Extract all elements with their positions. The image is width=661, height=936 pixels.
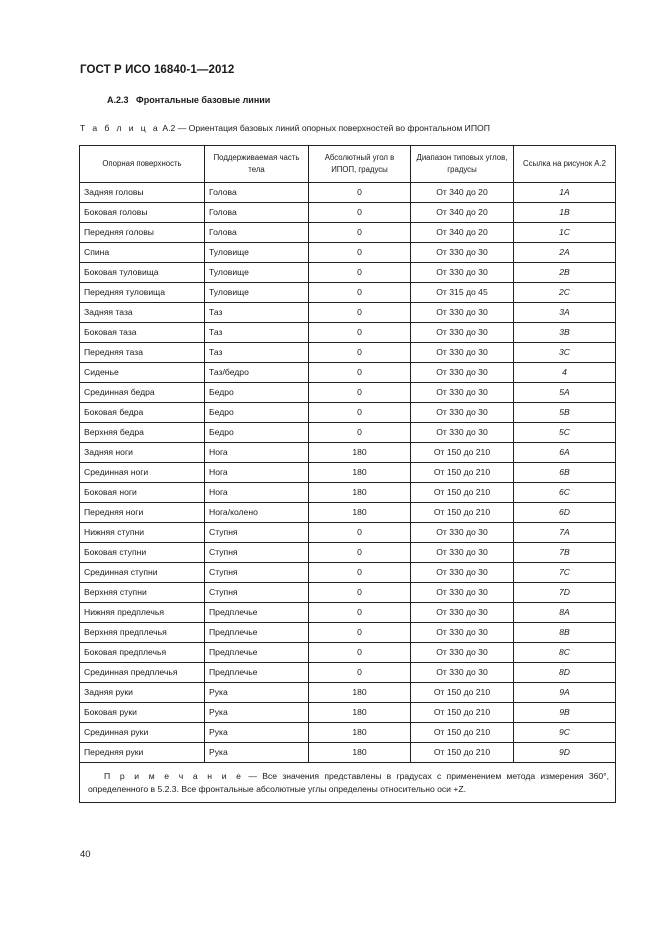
- table-caption-id: А.2: [162, 123, 176, 133]
- table-row: [80, 283, 616, 303]
- table-row: [80, 583, 616, 603]
- table-row: [80, 543, 616, 563]
- absolute-angle-cell: 0: [309, 363, 411, 383]
- table-row: [80, 363, 616, 383]
- body-part-cell: Туловище: [205, 283, 309, 303]
- absolute-angle-cell: 0: [309, 523, 411, 543]
- figure-ref-cell: 8C: [514, 643, 616, 663]
- angle-range-cell: От 150 до 210: [411, 463, 514, 483]
- angle-range-cell: От 330 до 30: [411, 243, 514, 263]
- body-part-cell: Рука: [205, 743, 309, 763]
- angle-range-cell: От 340 до 20: [411, 203, 514, 223]
- figure-ref-cell: 7B: [514, 543, 616, 563]
- surface-cell: Спина: [80, 243, 205, 263]
- surface-cell: Задняя ноги: [80, 443, 205, 463]
- body-part-cell: Рука: [205, 683, 309, 703]
- body-part-cell: Ступня: [205, 523, 309, 543]
- figure-ref-cell: 1B: [514, 203, 616, 223]
- angle-range-cell: От 150 до 210: [411, 503, 514, 523]
- absolute-angle-cell: 0: [309, 323, 411, 343]
- table-body: [80, 183, 616, 763]
- table-row: [80, 243, 616, 263]
- body-part-cell: Предплечье: [205, 643, 309, 663]
- angle-range-cell: От 330 до 30: [411, 563, 514, 583]
- figure-ref-cell: 7A: [514, 523, 616, 543]
- figure-ref-cell: 2C: [514, 283, 616, 303]
- absolute-angle-cell: 0: [309, 283, 411, 303]
- body-part-cell: Таз: [205, 343, 309, 363]
- body-part-cell: Голова: [205, 203, 309, 223]
- body-part-cell: Голова: [205, 223, 309, 243]
- body-part-cell: Бедро: [205, 423, 309, 443]
- column-header: Абсолютный угол в ИПОП, градусы: [309, 146, 411, 183]
- page-number: 40: [80, 849, 91, 860]
- table-header-row: [80, 146, 616, 183]
- angle-range-cell: От 330 до 30: [411, 583, 514, 603]
- surface-cell: Срединная ноги: [80, 463, 205, 483]
- body-part-cell: Ступня: [205, 543, 309, 563]
- table-row: [80, 723, 616, 743]
- surface-cell: Срединная руки: [80, 723, 205, 743]
- document-code: ГОСТ Р ИСО 16840-1—2012: [80, 64, 235, 76]
- figure-ref-cell: 6A: [514, 443, 616, 463]
- surface-cell: Передняя туловища: [80, 283, 205, 303]
- figure-ref-cell: 4: [514, 363, 616, 383]
- angle-range-cell: От 340 до 20: [411, 223, 514, 243]
- surface-cell: Передняя ноги: [80, 503, 205, 523]
- absolute-angle-cell: 0: [309, 563, 411, 583]
- table-row: [80, 323, 616, 343]
- surface-cell: Боковая ноги: [80, 483, 205, 503]
- section-title: Фронтальные базовые линии: [136, 95, 271, 105]
- figure-ref-cell: 9D: [514, 743, 616, 763]
- surface-cell: Боковая ступни: [80, 543, 205, 563]
- section-number: А.2.3: [107, 95, 129, 105]
- angle-range-cell: От 330 до 30: [411, 623, 514, 643]
- table-row: [80, 703, 616, 723]
- absolute-angle-cell: 180: [309, 723, 411, 743]
- absolute-angle-cell: 180: [309, 503, 411, 523]
- surface-cell: Передняя руки: [80, 743, 205, 763]
- surface-cell: Боковая головы: [80, 203, 205, 223]
- body-part-cell: Таз: [205, 303, 309, 323]
- table-row: [80, 523, 616, 543]
- body-part-cell: Ступня: [205, 563, 309, 583]
- surface-cell: Боковая таза: [80, 323, 205, 343]
- figure-ref-cell: 2A: [514, 243, 616, 263]
- absolute-angle-cell: 0: [309, 543, 411, 563]
- table-row: [80, 563, 616, 583]
- angle-range-cell: От 340 до 20: [411, 183, 514, 203]
- surface-cell: Задняя головы: [80, 183, 205, 203]
- angle-range-cell: От 150 до 210: [411, 683, 514, 703]
- absolute-angle-cell: 0: [309, 423, 411, 443]
- angle-range-cell: От 330 до 30: [411, 363, 514, 383]
- orientation-table: [79, 145, 616, 803]
- angle-range-cell: От 330 до 30: [411, 663, 514, 683]
- absolute-angle-cell: 180: [309, 703, 411, 723]
- angle-range-cell: От 330 до 30: [411, 543, 514, 563]
- surface-cell: Срединная ступни: [80, 563, 205, 583]
- table-row: [80, 663, 616, 683]
- body-part-cell: Бедро: [205, 403, 309, 423]
- absolute-angle-cell: 0: [309, 263, 411, 283]
- angle-range-cell: От 330 до 30: [411, 403, 514, 423]
- table-row: [80, 223, 616, 243]
- absolute-angle-cell: 0: [309, 203, 411, 223]
- surface-cell: Боковая туловища: [80, 263, 205, 283]
- absolute-angle-cell: 0: [309, 383, 411, 403]
- surface-cell: Боковая бедра: [80, 403, 205, 423]
- figure-ref-cell: 2B: [514, 263, 616, 283]
- angle-range-cell: От 150 до 210: [411, 743, 514, 763]
- table-row: [80, 203, 616, 223]
- figure-ref-cell: 5A: [514, 383, 616, 403]
- body-part-cell: Нога/колено: [205, 503, 309, 523]
- figure-ref-cell: 9A: [514, 683, 616, 703]
- angle-range-cell: От 330 до 30: [411, 383, 514, 403]
- figure-ref-cell: 3C: [514, 343, 616, 363]
- absolute-angle-cell: 180: [309, 743, 411, 763]
- table-row: [80, 303, 616, 323]
- table-row: [80, 463, 616, 483]
- angle-range-cell: От 330 до 30: [411, 343, 514, 363]
- table-row: [80, 423, 616, 443]
- column-header: Ссылка на рисунок А.2: [514, 146, 616, 183]
- figure-ref-cell: 3B: [514, 323, 616, 343]
- surface-cell: Верхняя предплечья: [80, 623, 205, 643]
- figure-ref-cell: 7C: [514, 563, 616, 583]
- figure-ref-cell: 9B: [514, 703, 616, 723]
- absolute-angle-cell: 0: [309, 583, 411, 603]
- angle-range-cell: От 330 до 30: [411, 323, 514, 343]
- body-part-cell: Предплечье: [205, 663, 309, 683]
- angle-range-cell: От 330 до 30: [411, 423, 514, 443]
- surface-cell: Нижняя ступни: [80, 523, 205, 543]
- table-caption-prefix: Т а б л и ц а: [80, 123, 160, 133]
- angle-range-cell: От 330 до 30: [411, 523, 514, 543]
- absolute-angle-cell: 180: [309, 443, 411, 463]
- table-note: [80, 763, 616, 803]
- table-note-row: [80, 763, 616, 803]
- absolute-angle-cell: 180: [309, 483, 411, 503]
- figure-ref-cell: 1A: [514, 183, 616, 203]
- table-row: [80, 623, 616, 643]
- body-part-cell: Голова: [205, 183, 309, 203]
- angle-range-cell: От 315 до 45: [411, 283, 514, 303]
- body-part-cell: Рука: [205, 703, 309, 723]
- body-part-cell: Туловище: [205, 263, 309, 283]
- angle-range-cell: От 150 до 210: [411, 723, 514, 743]
- table-row: [80, 643, 616, 663]
- surface-cell: Задняя таза: [80, 303, 205, 323]
- table-row: [80, 183, 616, 203]
- table-caption-text: — Ориентация базовых линий опорных поверхностей во фронтальном ИПОП: [177, 123, 490, 133]
- surface-cell: Боковая руки: [80, 703, 205, 723]
- body-part-cell: Предплечье: [205, 603, 309, 623]
- absolute-angle-cell: 0: [309, 623, 411, 643]
- body-part-cell: Нога: [205, 463, 309, 483]
- body-part-cell: Нога: [205, 443, 309, 463]
- angle-range-cell: От 330 до 30: [411, 603, 514, 623]
- surface-cell: Сиденье: [80, 363, 205, 383]
- surface-cell: Верхняя бедра: [80, 423, 205, 443]
- table-row: [80, 603, 616, 623]
- figure-ref-cell: 8D: [514, 663, 616, 683]
- figure-ref-cell: 6D: [514, 503, 616, 523]
- absolute-angle-cell: 0: [309, 403, 411, 423]
- figure-ref-cell: 6C: [514, 483, 616, 503]
- table-row: [80, 383, 616, 403]
- angle-range-cell: От 330 до 30: [411, 263, 514, 283]
- surface-cell: Верхняя ступни: [80, 583, 205, 603]
- body-part-cell: Бедро: [205, 383, 309, 403]
- figure-ref-cell: 7D: [514, 583, 616, 603]
- table-caption: [80, 123, 490, 133]
- absolute-angle-cell: 180: [309, 683, 411, 703]
- figure-ref-cell: 5B: [514, 403, 616, 423]
- note-lead: П р и м е ч а н и е: [104, 771, 244, 781]
- body-part-cell: Туловище: [205, 243, 309, 263]
- angle-range-cell: От 330 до 30: [411, 303, 514, 323]
- absolute-angle-cell: 0: [309, 243, 411, 263]
- table-row: [80, 683, 616, 703]
- surface-cell: Задняя руки: [80, 683, 205, 703]
- angle-range-cell: От 150 до 210: [411, 483, 514, 503]
- column-header: Опорная поверхность: [80, 146, 205, 183]
- figure-ref-cell: 8B: [514, 623, 616, 643]
- absolute-angle-cell: 0: [309, 643, 411, 663]
- section-heading: [107, 95, 270, 105]
- figure-ref-cell: 1C: [514, 223, 616, 243]
- body-part-cell: Таз: [205, 323, 309, 343]
- note-text: — Все значения представлены в градусах с применением метода измерения 360°, определенного в 5.2.3. Все фронтальные абсолютные углы определены относительно оси +Z.: [88, 771, 609, 794]
- figure-ref-cell: 8A: [514, 603, 616, 623]
- table-row: [80, 263, 616, 283]
- angle-range-cell: От 330 до 30: [411, 643, 514, 663]
- table-row: [80, 483, 616, 503]
- figure-ref-cell: 6B: [514, 463, 616, 483]
- absolute-angle-cell: 0: [309, 223, 411, 243]
- body-part-cell: Ступня: [205, 583, 309, 603]
- body-part-cell: Нога: [205, 483, 309, 503]
- column-header: Поддерживаемая часть тела: [205, 146, 309, 183]
- angle-range-cell: От 150 до 210: [411, 443, 514, 463]
- body-part-cell: Предплечье: [205, 623, 309, 643]
- table-row: [80, 403, 616, 423]
- table-row: [80, 743, 616, 763]
- figure-ref-cell: 3A: [514, 303, 616, 323]
- absolute-angle-cell: 0: [309, 603, 411, 623]
- body-part-cell: Таз/бедро: [205, 363, 309, 383]
- figure-ref-cell: 9C: [514, 723, 616, 743]
- absolute-angle-cell: 0: [309, 303, 411, 323]
- column-header: Диапазон типовых углов, градусы: [411, 146, 514, 183]
- surface-cell: Нижняя предплечья: [80, 603, 205, 623]
- surface-cell: Боковая предплечья: [80, 643, 205, 663]
- surface-cell: Передняя таза: [80, 343, 205, 363]
- surface-cell: Передняя головы: [80, 223, 205, 243]
- angle-range-cell: От 150 до 210: [411, 703, 514, 723]
- surface-cell: Срединная бедра: [80, 383, 205, 403]
- absolute-angle-cell: 180: [309, 463, 411, 483]
- table-row: [80, 503, 616, 523]
- table-row: [80, 343, 616, 363]
- absolute-angle-cell: 0: [309, 663, 411, 683]
- table-row: [80, 443, 616, 463]
- absolute-angle-cell: 0: [309, 343, 411, 363]
- figure-ref-cell: 5C: [514, 423, 616, 443]
- surface-cell: Срединная предплечья: [80, 663, 205, 683]
- body-part-cell: Рука: [205, 723, 309, 743]
- absolute-angle-cell: 0: [309, 183, 411, 203]
